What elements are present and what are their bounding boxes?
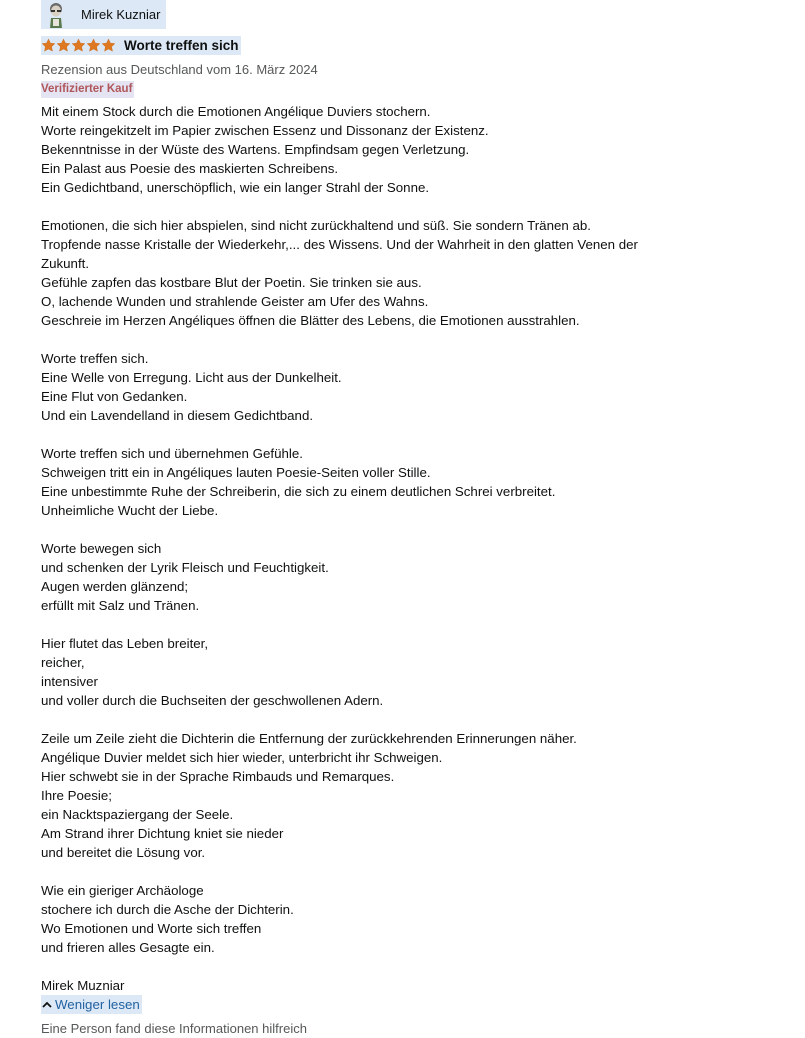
review-line: Angélique Duvier meldet sich hier wieder, unterbricht ihr Schweigen. [41, 750, 443, 765]
review-signature: Mirek Muzniar [41, 978, 125, 993]
review-line: reicher, [41, 655, 85, 670]
review-line: Zeile um Zeile zieht die Dichterin die Entfernung der zurückkehrenden Erinnerungen näher. [41, 731, 577, 746]
review-line: Eine Flut von Gedanken. [41, 389, 188, 404]
helpful-count: Eine Person fand diese Informationen hilfreich [41, 1020, 307, 1036]
star-rating[interactable] [41, 38, 116, 53]
review-line: und bereitet die Lösung vor. [41, 845, 206, 860]
review-line: Unheimliche Wucht der Liebe. [41, 503, 219, 518]
review-line: und voller durch die Buchseiten der geschwollenen Adern. [41, 693, 384, 708]
review-line: Worte treffen sich. [41, 351, 149, 366]
review-line: Wo Emotionen und Worte sich treffen [41, 921, 262, 936]
review-line: Gefühle zapfen das kostbare Blut der Poetin. Sie trinken sie aus. [41, 275, 422, 290]
review-line: Hier schwebt sie in der Sprache Rimbauds und Remarques. [41, 769, 395, 784]
star-icon [41, 38, 56, 53]
avatar-image [47, 1, 65, 28]
review-paragraph [41, 539, 781, 615]
review-line: intensiver [41, 674, 98, 689]
verified-purchase-badge[interactable]: Verifizierter Kauf [41, 81, 134, 98]
review-paragraph [41, 729, 781, 862]
review-paragraph [41, 881, 781, 957]
review-line: Wie ein gieriger Archäologe [41, 883, 204, 898]
review-line: Hier flutet das Leben breiter, [41, 636, 209, 651]
review-paragraph [41, 102, 781, 197]
review-line: Tropfende nasse Kristalle der Wiederkehr,... des Wissens. Und der Wahrheit in den glatten Venen der Zukunft. [41, 237, 638, 271]
reviewer-name[interactable]: Mirek Kuzniar [81, 7, 161, 22]
review-paragraph [41, 634, 781, 710]
review-line: erfüllt mit Salz und Tränen. [41, 598, 200, 613]
review-line: Und ein Lavendelland in diesem Gedichtband. [41, 408, 314, 423]
review-line: Worte reingekitzelt im Papier zwischen Essenz und Dissonanz der Existenz. [41, 123, 489, 138]
review-paragraph [41, 349, 781, 425]
review-line: O, lachende Wunden und strahlende Geister am Ufer des Wahns. [41, 294, 429, 309]
review-line: Mit einem Stock durch die Emotionen Angélique Duviers stochern. [41, 104, 431, 119]
review-line: ein Nacktspaziergang der Seele. [41, 807, 234, 822]
review-body [41, 102, 781, 957]
review-line: Worte treffen sich und übernehmen Gefühle. [41, 446, 303, 461]
review-line: Schweigen tritt ein in Angéliques lauten Poesie-Seiten voller Stille. [41, 465, 431, 480]
chevron-up-icon [41, 1000, 53, 1010]
review-line: und frieren alles Gesagte ein. [41, 940, 215, 955]
review-meta: Rezension aus Deutschland vom 16. März 2024 [41, 62, 318, 77]
review-line: stochere ich durch die Asche der Dichterin. [41, 902, 294, 917]
review-line: Augen werden glänzend; [41, 579, 189, 594]
avatar[interactable] [41, 0, 71, 29]
review-line: Worte bewegen sich [41, 541, 162, 556]
star-icon [101, 38, 116, 53]
review-line: Ein Palast aus Poesie des maskierten Schreibens. [41, 161, 339, 176]
review-line: Ein Gedichtband, unerschöpflich, wie ein langer Strahl der Sonne. [41, 180, 430, 195]
star-icon [71, 38, 86, 53]
review-line: Eine unbestimmte Ruhe der Schreiberin, die sich zu einem deutlichen Schrei verbreitet. [41, 484, 556, 499]
review-paragraph [41, 444, 781, 520]
review-line: Geschreie im Herzen Angéliques öffnen die Blätter des Lebens, die Emotionen ausstrahlen. [41, 313, 580, 328]
star-icon [86, 38, 101, 53]
read-less-link[interactable] [41, 995, 142, 1014]
review-line: Ihre Poesie; [41, 788, 112, 803]
review-title-row[interactable] [41, 36, 241, 55]
review-line: Eine Welle von Erregung. Licht aus der Dunkelheit. [41, 370, 342, 385]
review-paragraph [41, 216, 781, 330]
review-line: Bekenntnisse in der Wüste des Wartens. Empfindsam gegen Verletzung. [41, 142, 470, 157]
review-line: Emotionen, die sich hier abspielen, sind nicht zurückhaltend und süß. Sie sondern Tränen ab. [41, 218, 591, 233]
reviewer-profile[interactable] [41, 0, 166, 29]
review-line: Am Strand ihrer Dichtung kniet sie nieder [41, 826, 284, 841]
star-icon [56, 38, 71, 53]
review-line: und schenken der Lyrik Fleisch und Feuchtigkeit. [41, 560, 329, 575]
read-less-label[interactable]: Weniger lesen [55, 997, 140, 1012]
review-title[interactable]: Worte treffen sich [124, 38, 239, 53]
review [41, 0, 781, 1038]
